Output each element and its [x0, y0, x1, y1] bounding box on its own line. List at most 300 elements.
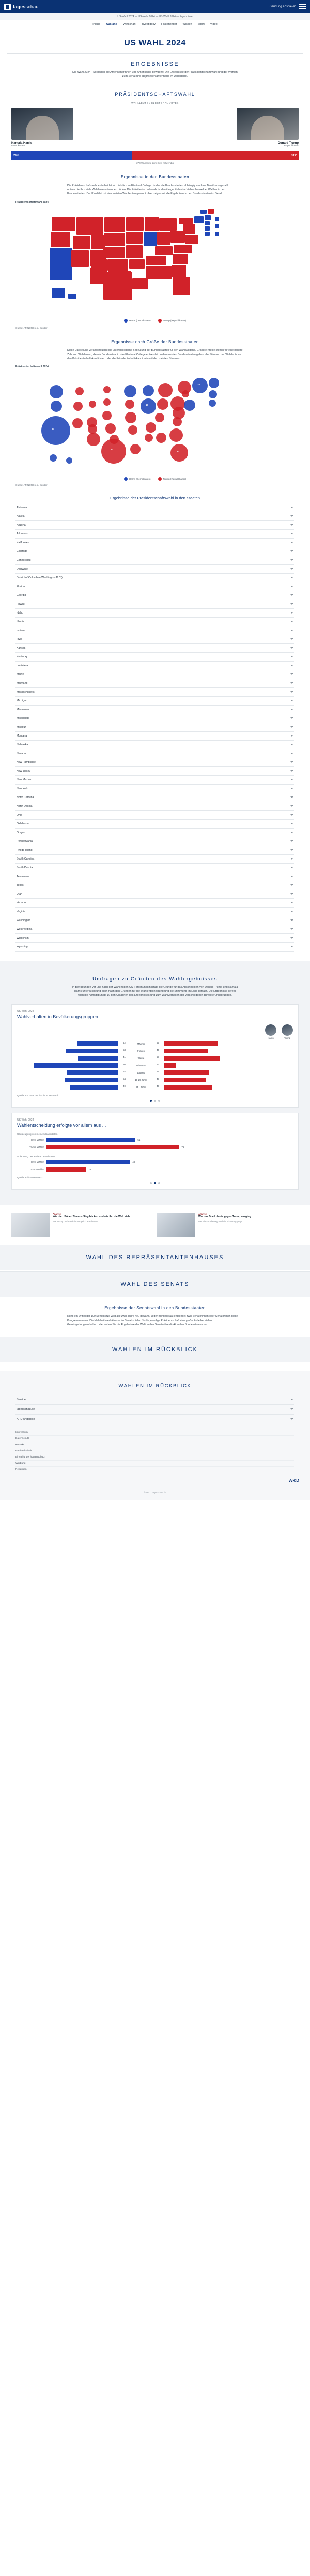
candidate-trump	[237, 108, 299, 147]
state-row[interactable]	[16, 767, 295, 776]
state-tn[interactable]	[146, 256, 166, 265]
teaser-row	[0, 1205, 310, 1245]
chevron-down-icon[interactable]	[290, 700, 293, 701]
state-nc[interactable]	[174, 245, 192, 253]
chevron-down-icon[interactable]	[290, 770, 293, 772]
chevron-down-icon[interactable]	[290, 612, 293, 614]
chevron-down-icon[interactable]	[290, 884, 293, 886]
nav-item-sport[interactable]: Sport	[197, 23, 205, 26]
bubble-mt[interactable]	[75, 387, 84, 395]
group-bar-row	[17, 1070, 293, 1075]
chevron-down-icon[interactable]	[290, 937, 293, 939]
state-row-label: Tennessee	[17, 875, 30, 878]
bubble-mn[interactable]	[124, 385, 136, 397]
chevron-down-icon[interactable]	[290, 656, 293, 657]
state-row[interactable]	[16, 829, 295, 837]
state-row-label: New Mexico	[17, 778, 32, 781]
chevron-down-icon[interactable]	[290, 594, 293, 596]
state-row[interactable]	[16, 916, 295, 925]
teaser-1-tag: Analyse	[53, 1212, 61, 1215]
bubble-sd[interactable]	[103, 398, 111, 406]
chevron-down-icon[interactable]	[290, 840, 293, 842]
state-mn[interactable]	[126, 217, 144, 231]
state-row-label: North Dakota	[17, 804, 33, 808]
state-id[interactable]	[73, 236, 90, 249]
chevron-down-icon[interactable]	[290, 761, 293, 763]
state-row[interactable]	[16, 609, 295, 618]
bubble-ne[interactable]	[102, 411, 112, 420]
bubble-ga[interactable]	[169, 428, 183, 442]
group-bar-row	[17, 1041, 293, 1046]
footer-sub-link[interactable]: Kontakt	[16, 1442, 295, 1448]
nav-item-wissen[interactable]: Wissen	[182, 23, 192, 26]
chevron-down-icon[interactable]	[290, 893, 293, 895]
trump-bar	[164, 1056, 220, 1061]
state-row[interactable]	[16, 837, 295, 846]
us-map-bubbles[interactable]	[0, 371, 310, 482]
pagination-dot-2[interactable]	[154, 1100, 156, 1102]
state-row[interactable]	[16, 785, 295, 793]
survey-card-groups	[11, 1004, 299, 1108]
electoral-votes-label: WAHLLEUTE / ELECTORAL VOTES	[131, 101, 179, 104]
state-wi[interactable]	[145, 217, 159, 231]
group-bar-row	[17, 1085, 293, 1090]
state-row[interactable]	[16, 679, 295, 688]
bubble-pa[interactable]	[178, 381, 191, 394]
pagination2-dot-3[interactable]	[158, 1182, 160, 1184]
harris-name: Kamala Harris	[11, 141, 33, 145]
bubble-fl-label: 30	[177, 450, 179, 453]
presidential-heading: PRÄSIDENTSCHAFTSWAHL	[115, 91, 195, 97]
state-row[interactable]	[16, 644, 295, 653]
trump-portrait	[237, 108, 299, 140]
card1-harris-name: Harris	[268, 1036, 274, 1039]
chevron-down-icon[interactable]	[290, 507, 293, 508]
pagination2-dot-1[interactable]	[150, 1182, 152, 1184]
nav-item-inland[interactable]: Inland	[92, 23, 101, 26]
state-ks[interactable]	[107, 259, 128, 271]
hamburger-menu-icon[interactable]	[299, 4, 306, 9]
state-wa[interactable]	[52, 217, 75, 231]
bubble-wy[interactable]	[89, 401, 96, 408]
teaser-2[interactable]	[157, 1213, 299, 1237]
bubble-ca[interactable]	[41, 416, 70, 445]
card2-group1-chart	[17, 1138, 293, 1149]
trump-value: 49	[157, 1084, 159, 1087]
state-row[interactable]	[16, 547, 295, 556]
state-row[interactable]	[16, 811, 295, 820]
state-row[interactable]	[16, 723, 295, 732]
chevron-down-icon[interactable]	[290, 717, 293, 719]
chevron-down-icon[interactable]	[290, 1399, 293, 1400]
bubble-la[interactable]	[130, 444, 141, 454]
state-row-label: Wisconsin	[17, 936, 29, 940]
state-row[interactable]	[16, 749, 295, 758]
state-row[interactable]	[16, 890, 295, 899]
state-row[interactable]	[16, 512, 295, 521]
state-ma[interactable]	[205, 215, 211, 220]
state-row[interactable]	[16, 591, 295, 600]
state-vt[interactable]	[200, 210, 207, 214]
trump-bar	[164, 1049, 208, 1053]
bubble-nc[interactable]	[173, 407, 185, 419]
state-wv[interactable]	[183, 224, 195, 234]
state-row[interactable]	[16, 626, 295, 635]
chevron-down-icon[interactable]	[290, 559, 293, 561]
state-ny[interactable]	[194, 216, 204, 223]
play-label[interactable]: Sendung abspielen	[269, 5, 296, 8]
chevron-down-icon[interactable]	[290, 805, 293, 807]
map-source-2: Quelle: AP/NORC u.a. Sender	[16, 483, 48, 486]
pagination2-dot-2[interactable]	[154, 1182, 156, 1184]
chevron-down-icon[interactable]	[290, 814, 293, 816]
bubble-ak[interactable]	[50, 454, 57, 462]
size-paragraph: Diese Darstellung veranschaulicht die unterschiedliche Bedeutung der Bundesstaaten für den Wahlausgang. Größere Kreise stehen für eine höhere Zahl von Wahlleuten, die ein Bundesstaat in das Electoral College entsendet. In den meisten Bundesstaaten gehen alle Stimmen der Wahlleute an den Präsidentschaftskandidaten oder die Präsidentschaftskandidatin mit den meisten Stimmen.	[67, 348, 243, 361]
state-va[interactable]	[185, 235, 198, 244]
chevron-down-icon[interactable]	[290, 796, 293, 798]
bubble-nd[interactable]	[103, 386, 111, 393]
state-row-label: Alaska	[17, 514, 25, 518]
chevron-down-icon[interactable]	[290, 849, 293, 851]
pagination-dot-3[interactable]	[158, 1100, 160, 1102]
bubble-al[interactable]	[156, 433, 166, 443]
state-row[interactable]	[16, 565, 295, 574]
states-heading: Ergebnisse in den Bundesstaaten	[120, 174, 190, 179]
bubble-ia[interactable]	[125, 400, 134, 409]
state-il[interactable]	[144, 232, 157, 246]
bubble-il[interactable]	[141, 398, 156, 414]
footer-row[interactable]	[16, 1415, 295, 1424]
chevron-down-icon[interactable]	[290, 542, 293, 543]
footer-title: WAHLEN IM RÜCKBLICK	[118, 1383, 192, 1389]
state-row[interactable]	[16, 688, 295, 697]
chevron-down-icon[interactable]	[290, 638, 293, 640]
state-al[interactable]	[158, 266, 172, 279]
state-row[interactable]	[16, 670, 295, 679]
bubble-wa[interactable]	[50, 385, 63, 398]
chevron-down-icon[interactable]	[290, 788, 293, 789]
state-mo[interactable]	[126, 245, 143, 258]
state-row-label: Louisiana	[17, 664, 28, 667]
state-row[interactable]	[16, 662, 295, 670]
chevron-down-icon[interactable]	[290, 876, 293, 877]
teaser-1-title[interactable]: Wie die USA auf Trumps Sieg blicken und wie ihn die Welt sieht	[53, 1215, 131, 1218]
state-row[interactable]	[16, 653, 295, 662]
chevron-down-icon[interactable]	[290, 779, 293, 780]
us-map-choropleth[interactable]	[0, 206, 310, 325]
state-row[interactable]	[16, 776, 295, 785]
chevron-down-icon[interactable]	[290, 709, 293, 710]
bubble-nj[interactable]	[209, 390, 217, 398]
state-row[interactable]	[16, 881, 295, 890]
nav-item-investigativ[interactable]: Investigativ	[141, 23, 156, 26]
bubble-tx-label: 40	[111, 448, 113, 451]
bubble-ny[interactable]	[192, 378, 208, 393]
state-nm[interactable]	[91, 259, 107, 273]
state-row[interactable]	[16, 934, 295, 943]
bubble-mi[interactable]	[158, 383, 173, 397]
bubble-fl[interactable]	[171, 444, 188, 462]
state-row[interactable]	[16, 706, 295, 714]
nav-item-wirtschaft[interactable]: Wirtschaft	[123, 23, 136, 26]
state-row[interactable]	[16, 635, 295, 644]
state-wy[interactable]	[91, 235, 105, 249]
state-row-label: District of Columbia (Washington D.C.)	[17, 576, 63, 579]
chevron-down-icon[interactable]	[290, 735, 293, 737]
state-dc[interactable]	[215, 224, 219, 228]
legend-harris	[124, 319, 151, 323]
state-ri[interactable]	[215, 217, 219, 221]
bubble-md[interactable]	[209, 400, 216, 407]
state-row[interactable]	[16, 714, 295, 723]
card1-pagination[interactable]	[17, 1097, 293, 1102]
trump-value: 57	[157, 1055, 159, 1059]
teaser-1-meta: Wie Trump und Harris im Vergleich abschnitten	[53, 1220, 98, 1223]
state-hi[interactable]	[68, 294, 76, 299]
chevron-down-icon[interactable]	[290, 515, 293, 517]
bubble-ks[interactable]	[105, 423, 116, 434]
chevron-down-icon[interactable]	[290, 928, 293, 930]
band-house: WAHL DES REPRÄSENTANTENHAUSES	[0, 1245, 310, 1270]
card2-pagination[interactable]	[17, 1179, 293, 1184]
chevron-down-icon[interactable]	[290, 753, 293, 754]
state-nj[interactable]	[205, 226, 210, 231]
top-bar-right	[270, 4, 306, 9]
state-ar[interactable]	[129, 259, 145, 269]
chevron-down-icon[interactable]	[290, 726, 293, 728]
chevron-down-icon[interactable]	[290, 691, 293, 693]
nav-item-faktenfinder[interactable]: Faktenfinder	[161, 23, 177, 26]
chevron-down-icon[interactable]	[290, 832, 293, 833]
harris-bar	[66, 1049, 118, 1053]
state-row[interactable]	[16, 820, 295, 829]
chevron-down-icon[interactable]	[290, 1408, 293, 1410]
state-pa[interactable]	[179, 218, 193, 224]
teaser-2-title[interactable]: Wie das Duell Harris gegen Trump ausging	[198, 1215, 251, 1218]
trump-value: 55	[157, 1041, 159, 1044]
state-row-label: Alabama	[17, 505, 27, 509]
state-mt[interactable]	[76, 217, 103, 235]
chevron-down-icon[interactable]	[290, 621, 293, 622]
harris-value: 86	[123, 1063, 126, 1066]
motivation-value: 23	[88, 1168, 91, 1171]
state-row[interactable]	[16, 855, 295, 864]
footer-sub-link[interactable]: Impressum	[16, 1430, 295, 1436]
bubble-va[interactable]	[184, 400, 195, 411]
state-row-label: Idaho	[17, 611, 23, 615]
bubble-nv[interactable]	[72, 418, 83, 428]
footer-sub-link[interactable]: Einstellungen/Datenschutz	[16, 1454, 295, 1461]
state-md[interactable]	[205, 232, 210, 236]
state-de[interactable]	[215, 232, 219, 236]
state-row[interactable]	[16, 925, 295, 934]
chevron-down-icon[interactable]	[290, 550, 293, 552]
state-row[interactable]	[16, 758, 295, 767]
footer-sub-links	[16, 1430, 295, 1473]
motivation-label: Harris-Wähler	[29, 1138, 44, 1141]
motivation-value: 51	[137, 1138, 141, 1141]
motivation-label: Trump-Wähler	[29, 1168, 44, 1171]
chevron-down-icon[interactable]	[290, 586, 293, 587]
state-row[interactable]	[16, 618, 295, 626]
motivation-bar-row	[17, 1160, 293, 1164]
chevron-down-icon[interactable]	[290, 603, 293, 605]
bubble-ky[interactable]	[155, 413, 164, 422]
nav-item-video[interactable]: Video	[210, 23, 218, 26]
bubble-ca-label: 54	[52, 427, 54, 430]
state-nv[interactable]	[71, 250, 89, 267]
state-row-label: Kansas	[17, 646, 26, 650]
bubble-mo[interactable]	[125, 412, 136, 423]
state-row-label: Oregon	[17, 831, 26, 834]
nav-item-ausland[interactable]: Ausland	[106, 23, 117, 27]
harris-bar	[78, 1056, 118, 1061]
footer-row[interactable]	[16, 1405, 295, 1415]
state-row[interactable]	[16, 872, 295, 881]
chevron-down-icon[interactable]	[290, 919, 293, 921]
state-nd[interactable]	[104, 217, 125, 232]
state-row[interactable]	[16, 574, 295, 582]
brand-logo-group[interactable]	[4, 4, 39, 10]
bubble-ma[interactable]	[209, 378, 219, 388]
state-row[interactable]	[16, 732, 295, 741]
state-fl[interactable]	[173, 277, 190, 295]
group-bar-row	[17, 1056, 293, 1061]
state-row[interactable]	[16, 530, 295, 539]
chevron-down-icon[interactable]	[290, 1418, 293, 1420]
bubble-nm[interactable]	[88, 424, 97, 434]
chevron-down-icon[interactable]	[290, 533, 293, 534]
survey-card-motivation	[11, 1113, 299, 1190]
state-accordion	[16, 503, 295, 952]
chevron-down-icon[interactable]	[290, 577, 293, 578]
chevron-down-icon[interactable]	[290, 647, 293, 649]
state-row-label: South Dakota	[17, 866, 33, 869]
bubble-ar[interactable]	[128, 425, 137, 435]
trump-value: 43	[157, 1077, 159, 1080]
footer-sub-link[interactable]: Werbung	[16, 1461, 295, 1467]
state-row-label: Illinois	[17, 620, 24, 623]
group-bar-row	[17, 1078, 293, 1082]
group-label: Schwarze	[136, 1064, 146, 1067]
state-ok[interactable]	[109, 271, 131, 279]
bubble-ok[interactable]	[110, 435, 119, 444]
state-sd[interactable]	[104, 233, 125, 246]
bubble-ms[interactable]	[145, 434, 153, 442]
card1-harris-photo	[265, 1024, 276, 1036]
footer-row[interactable]	[16, 1395, 295, 1405]
state-ga[interactable]	[172, 265, 186, 277]
teaser-2-meta: Wer die USA bewegt und die Stimmung prägt	[198, 1220, 242, 1223]
state-ne[interactable]	[103, 247, 125, 258]
teaser-1-text-block	[53, 1213, 131, 1237]
bubble-az[interactable]	[87, 433, 100, 446]
state-row-label: West Virginia	[17, 927, 33, 931]
chevron-down-icon[interactable]	[290, 902, 293, 903]
state-ak[interactable]	[52, 288, 65, 298]
state-row[interactable]	[16, 908, 295, 916]
chevron-down-icon[interactable]	[290, 682, 293, 684]
chevron-down-icon[interactable]	[290, 630, 293, 631]
footer-sub-link[interactable]: Datenschutz	[16, 1436, 295, 1442]
chevron-down-icon[interactable]	[290, 673, 293, 675]
state-row-label: Indiana	[17, 628, 26, 632]
bubble-id[interactable]	[73, 402, 83, 411]
state-ca[interactable]	[50, 248, 72, 280]
state-row[interactable]	[16, 864, 295, 872]
chevron-down-icon[interactable]	[290, 524, 293, 526]
footer-sub-link[interactable]: Barrierefreiheit	[16, 1448, 295, 1454]
bubble-wi[interactable]	[143, 385, 154, 396]
teaser-2-image	[157, 1213, 195, 1237]
state-row[interactable]	[16, 521, 295, 530]
state-sc[interactable]	[173, 254, 188, 264]
bubble-in[interactable]	[157, 398, 168, 410]
state-row[interactable]	[16, 539, 295, 547]
electoral-bar	[11, 151, 299, 160]
state-row-label: Vermont	[17, 901, 27, 904]
state-row[interactable]	[16, 503, 295, 512]
copyright: © ARD | tagesschau.de	[144, 1491, 166, 1494]
pagination-dot-1[interactable]	[150, 1100, 152, 1102]
state-row[interactable]	[16, 556, 295, 565]
state-mi[interactable]	[159, 218, 177, 231]
state-row[interactable]	[16, 846, 295, 855]
state-row-label: Rhode Island	[17, 848, 33, 852]
chevron-down-icon[interactable]	[290, 744, 293, 745]
state-row[interactable]	[16, 802, 295, 811]
chevron-down-icon[interactable]	[290, 946, 293, 947]
state-row[interactable]	[16, 793, 295, 802]
state-row-label: Massachusetts	[17, 690, 35, 694]
chevron-down-icon[interactable]	[290, 867, 293, 868]
state-row[interactable]	[16, 600, 295, 609]
state-ct[interactable]	[205, 221, 210, 225]
legend-swatch-blue	[124, 319, 128, 323]
state-nh[interactable]	[208, 209, 214, 214]
state-la[interactable]	[132, 278, 148, 289]
card1-trump	[282, 1024, 293, 1039]
state-row[interactable]	[16, 899, 295, 908]
state-in[interactable]	[157, 232, 171, 245]
teaser-1[interactable]	[11, 1213, 153, 1237]
card2-source: Quelle: Edison Research	[17, 1176, 43, 1179]
bubble-or[interactable]	[51, 401, 62, 412]
bubble-tn[interactable]	[146, 422, 156, 433]
state-row[interactable]	[16, 697, 295, 706]
state-ia[interactable]	[126, 232, 143, 244]
chevron-down-icon[interactable]	[290, 568, 293, 570]
state-row-label: Ohio	[17, 813, 22, 817]
state-row-label: Florida	[17, 585, 25, 588]
state-ky[interactable]	[155, 246, 173, 255]
state-row-label: Virginia	[17, 910, 26, 913]
chevron-down-icon[interactable]	[290, 911, 293, 912]
bubble-hi[interactable]	[66, 457, 72, 464]
chevron-down-icon[interactable]	[290, 665, 293, 666]
chevron-down-icon[interactable]	[290, 858, 293, 860]
state-row[interactable]	[16, 741, 295, 749]
state-row[interactable]	[16, 943, 295, 952]
state-or[interactable]	[51, 232, 70, 247]
legend-harris-label: Harris (Demokraten)	[129, 319, 151, 322]
chevron-down-icon[interactable]	[290, 823, 293, 824]
teaser-1-image	[11, 1213, 50, 1237]
state-row[interactable]	[16, 582, 295, 591]
footer-sub-link[interactable]: Redaktion	[16, 1467, 295, 1473]
state-row-label: Oklahoma	[17, 822, 29, 825]
state-ms[interactable]	[146, 266, 158, 279]
